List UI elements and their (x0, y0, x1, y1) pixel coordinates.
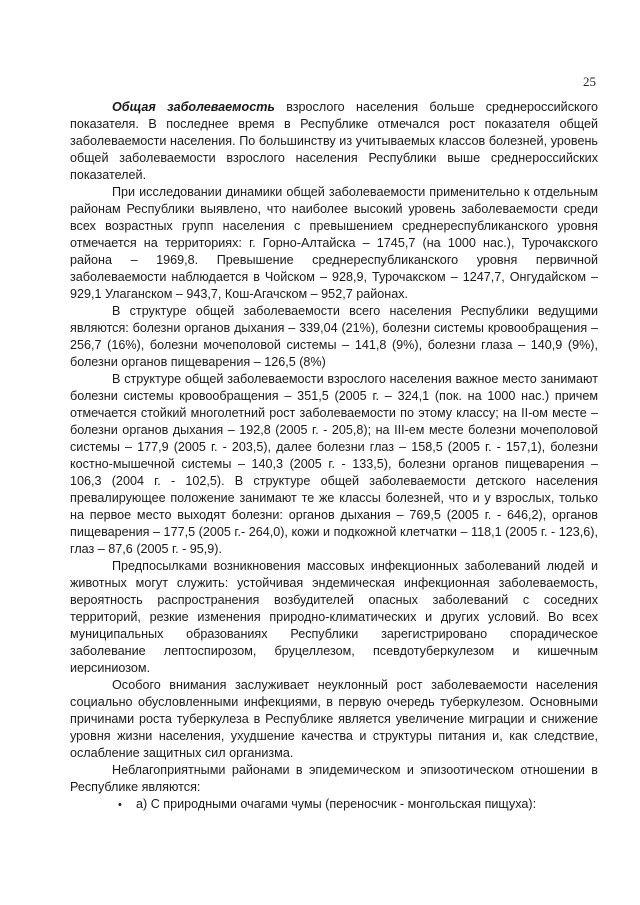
paragraph-district-dynamics: При исследовании динамики общей заболеваемости применительно к отдельным районам Республики выявлено, что наиболее высокий уровень заболеваемости среди всех возрастных групп населения с превышением среднереспубликанского уровня отмечается на территориях: г. Горно-Алтайска – 1745,7 (на 1000 нас.), Турочакского района – 1969,8. Превышение среднереспубликанского уровня первичной заболеваемости наблюдается в Чойском – 928,9, Турочакском – 1247,7, Онгудайском – 929,1 Улаганском – 943,7, Кош-Агачском – 952,7 районах. (70, 185, 598, 301)
paragraph-infection-prerequisites: Предпосылками возникновения массовых инфекционных заболеваний людей и животных могут служить: устойчивая эндемическая инфекционная заболеваемость, вероятность распространения возбудителей опасных заболеваний с соседних территорий, резкие изменения природно-климатических и других условий. Во всех муниципальных образованиях Республики зарегистрировано спорадическое заболевание лептоспирозом, бруцеллезом, псевдотуберкулезом и кишечным иерсиниозом. (70, 559, 598, 675)
paragraph-unfavorable-districts: Неблагоприятными районами в эпидемическом и эпизоотическом отношении в Республике являются: (70, 763, 598, 794)
page-number: 25 (583, 74, 596, 89)
document-body (70, 99, 598, 814)
bullet-icon: • (118, 799, 122, 811)
bullet-text: а) С природными очагами чумы (переносчик - монгольская пищуха): (136, 797, 537, 811)
paragraph-adult-structure: В структуре общей заболеваемости взрослого населения важное место занимают болезни системы кровообращения – 351,5 (2005 г. – 324,1 (пок. на 1000 нас.) причем отмечается стойкий многолетний рост заболеваемости по этому классу; на II-ом месте – болезни органов дыхания – 192,8 (2005 г. - 205,8); на III-ем месте болезни мочеполовой системы – 177,9 (2005 г. - 203,5), далее болезни глаз – 158,5 (2005 г. - 157,1), болезни костно-мышечной системы – 140,3 (2005 г. - 133,5), болезни органов пищеварения – 106,3 (2004 г. - 102,5). В структуре общей заболеваемости детского населения превалирующее положение занимают те же классы болезней, что и у взрослых, только на первое место выходят болезни: органов дыхания – 769,5 (2005 г. - 646,2), органов пищеварения – 177,5 (2005 г.- 264,0), кожи и подкожной клетчатки – 118,1 (2005 г. - 123,6), глаз – 87,6 (2005 г. - 95,9). (70, 372, 598, 556)
paragraph-general-morbidity (70, 99, 598, 184)
bullet-item-plague-foci (118, 796, 598, 814)
paragraph-text: взрослого населения больше среднероссийского показателя. В последнее время в Республике отмечался рост показателя общей заболеваемости населения. По большинству из учитываемых классов болезней, уровень общей заболеваемости взрослого населения Республики выше среднероссийских показателей. (70, 100, 598, 182)
paragraph-social-infections: Особого внимания заслуживает неуклонный рост заболеваемости населения социально обусловленными инфекциями, в первую очередь туберкулезом. Основными причинами роста туберкулеза в Республике является увеличение миграции и снижение уровня жизни населения, ухудшение качества и структуры питания и, как следствие, ослабление защитных сил организма. (70, 678, 598, 760)
lead-term: Общая заболеваемость (112, 100, 275, 114)
paragraph-population-structure: В структуре общей заболеваемости всего населения Республики ведущими являются: болезни органов дыхания – 339,04 (21%), болезни системы кровообращения – 256,7 (16%), болезни мочеполовой системы – 141,8 (9%), болезни глаза – 140,9 (9%), болезни органов пищеварения – 126,5 (8%) (70, 304, 598, 369)
